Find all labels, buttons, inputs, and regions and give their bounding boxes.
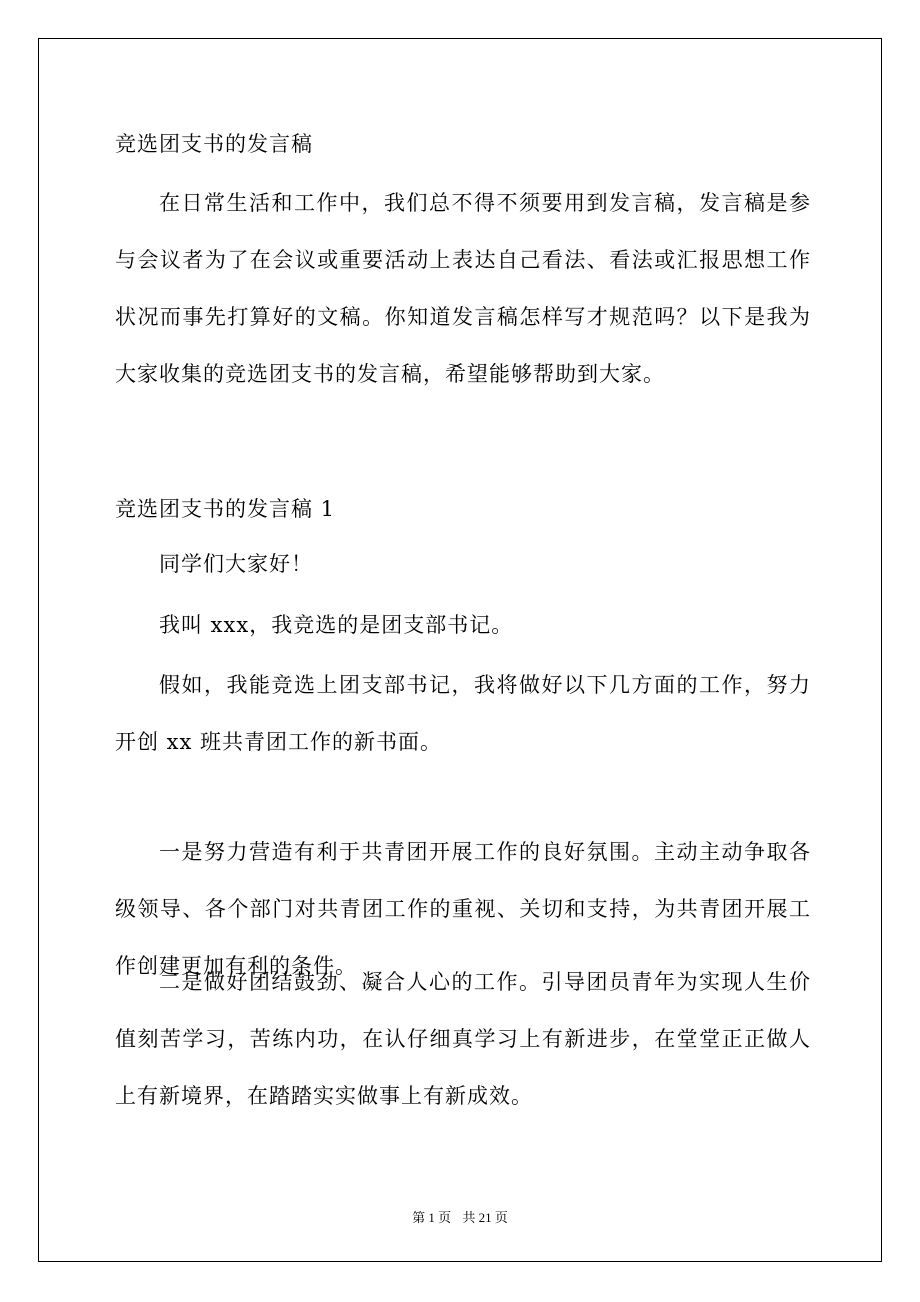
paragraph-introduction: 我叫 xxx，我竞选的是团支部书记。 <box>159 613 514 637</box>
document-title: 竞选团支书的发言稿 <box>115 132 313 156</box>
paragraph-greeting: 同学们大家好！ <box>159 552 313 576</box>
section-title: 竞选团支书的发言稿 1 <box>115 497 336 521</box>
page-footer <box>0 1207 920 1226</box>
page-number: 第 1 页 <box>412 1210 452 1225</box>
paragraph-point-one: 一是努力营造有利于共青团开展工作的良好氛围。主动主动争取各级领导、各个部门对共青团工作的重视、关切和支持，为共青团开展工作创建更加有利的条件。 <box>115 840 811 978</box>
paragraph-point-two: 二是做好团结鼓劲、凝合人心的工作。引导团员青年为实现人生价值刻苦学习，苦练内功，在认仔细真学习上有新进步，在堂堂正正做人上有新境界，在踏踏实实做事上有新成效。 <box>115 970 811 1108</box>
intro-paragraph: 在日常生活和工作中，我们总不得不须要用到发言稿，发言稿是参与会议者为了在会议或重要活动上表达自己看法、看法或汇报思想工作状况而事先打算好的文稿。你知道发言稿怎样写才规范吗？以下是我为大家收集的竞选团支书的发言稿，希望能够帮助到大家。 <box>115 191 811 386</box>
paragraph-plan: 假如，我能竞选上团支部书记，我将做好以下几方面的工作，努力开创 xx 班共青团工作的新书面。 <box>115 673 811 754</box>
total-pages: 共 21 页 <box>462 1210 508 1225</box>
